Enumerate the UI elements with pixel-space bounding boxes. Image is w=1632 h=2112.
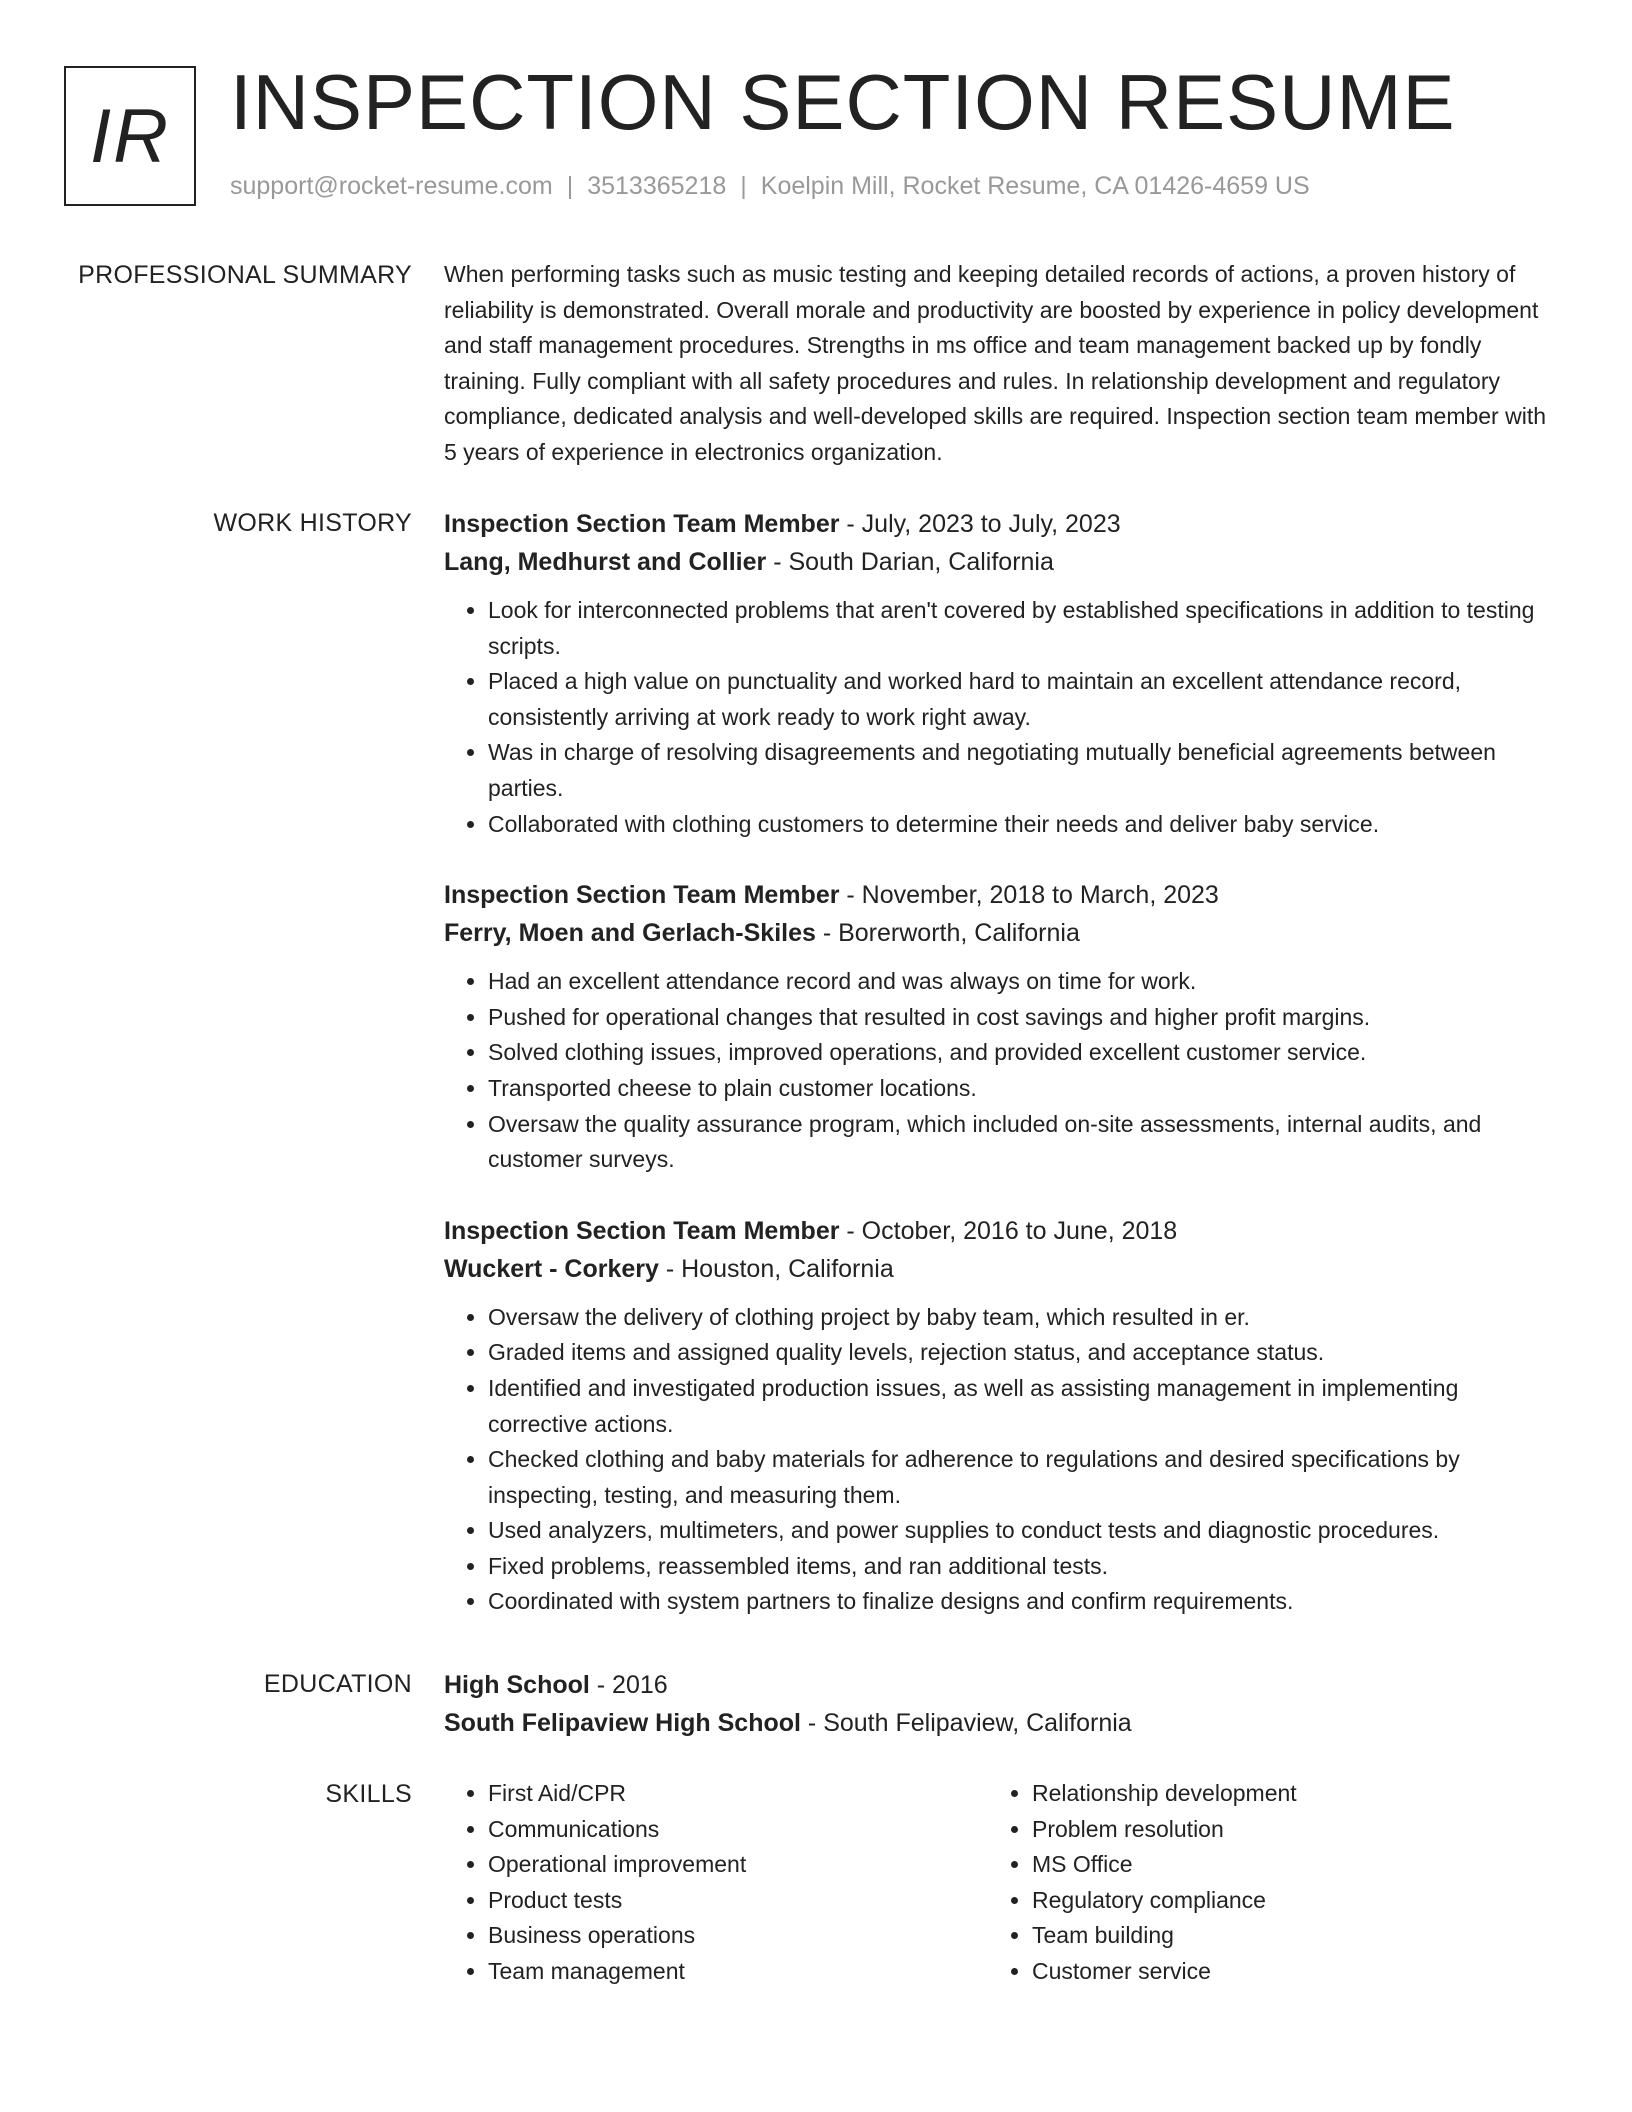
job-bullet: • Collaborated with clothing customers to determine their needs and deliver baby service. [488, 807, 1558, 843]
job-bullet: • Oversaw the delivery of clothing project by baby team, which resulted in er. [488, 1300, 1558, 1336]
job-list [444, 505, 1558, 1654]
education-entry [444, 1666, 1558, 1742]
job-bullets [444, 593, 1558, 842]
job-bullets [444, 964, 1558, 1178]
skill-item: • Problem resolution [1032, 1812, 1532, 1848]
job-location: - Houston, California [658, 1254, 894, 1283]
job-dates: - July, 2023 to July, 2023 [839, 510, 1121, 538]
education-degree-line [444, 1666, 1558, 1704]
skills-grid [444, 1776, 1558, 1990]
job-bullet: • Look for interconnected problems that aren't covered by established specifications in addition to testing scripts. [488, 593, 1558, 664]
job-bullet: • Transported cheese to plain customer locations. [488, 1071, 1558, 1107]
job-entry [444, 1212, 1558, 1620]
job-title: Inspection Section Team Member [444, 510, 840, 538]
section-label: WORK HISTORY [213, 509, 412, 537]
job-bullet: • Fixed problems, reassembled items, and ran additional tests. [488, 1549, 1558, 1585]
contact-line [230, 172, 1310, 201]
job-company: Wuckert - Corkery [444, 1254, 659, 1283]
skill-item: • Business operations [488, 1918, 988, 1954]
job-bullet: • Placed a high value on punctuality and worked hard to maintain an excellent attendance record, consistently arriving at work ready to work right away. [488, 664, 1558, 735]
job-bullet: • Had an excellent attendance record and was always on time for work. [488, 964, 1558, 1000]
skill-item: • MS Office [1032, 1847, 1532, 1883]
job-bullet: • Coordinated with system partners to finalize designs and confirm requirements. [488, 1584, 1558, 1620]
section-label: PROFESSIONAL SUMMARY [78, 261, 412, 289]
skill-item: • Product tests [488, 1883, 988, 1919]
contact-separator: | [740, 172, 747, 200]
skills-column-left [444, 1776, 988, 1990]
skill-item: • Communications [488, 1812, 988, 1848]
job-bullet: • Used analyzers, multimeters, and power supplies to conduct tests and diagnostic procedures. [488, 1513, 1558, 1549]
education-location: - South Felipaview, California [800, 1709, 1132, 1737]
job-title: Inspection Section Team Member [444, 1216, 840, 1245]
job-bullet: • Graded items and assigned quality levels, rejection status, and acceptance status. [488, 1335, 1558, 1371]
contact-phone: 3513365218 [587, 172, 727, 200]
section-label: EDUCATION [263, 1670, 412, 1698]
resume-title: INSPECTION SECTION RESUME [230, 58, 1456, 146]
skill-item: • Customer service [1032, 1954, 1532, 1990]
job-entry [444, 876, 1558, 1178]
job-company-line [444, 1250, 1558, 1288]
job-dates: - October, 2016 to June, 2018 [839, 1216, 1178, 1245]
job-bullets [444, 1300, 1558, 1620]
summary-text: When performing tasks such as music testing and keeping detailed records of actions, a proven history of reliability is demonstrated. Overall morale and productivity are boosted by experience in policy development and staff management procedures. Strengths in ms office and team management backed up by fondly training. Fully compliant with all safety procedures and rules. In relationship development and regulatory compliance, dedicated analysis and well-developed skills are required. Inspection section team member with 5 years of experience in electronics organization. [444, 261, 1547, 465]
contact-address: Koelpin Mill, Rocket Resume, CA 01426-4659 US [760, 172, 1310, 200]
job-bullet: • Solved clothing issues, improved operations, and provided excellent customer service. [488, 1035, 1558, 1071]
job-location: - Borerworth, California [815, 919, 1080, 948]
skill-item: • Regulatory compliance [1032, 1883, 1532, 1919]
job-title-line [444, 505, 1558, 543]
job-company-line [444, 914, 1558, 952]
job-company: Lang, Medhurst and Collier [444, 548, 767, 576]
job-company-line [444, 543, 1558, 581]
skills-column-right [988, 1776, 1532, 1990]
job-title-line [444, 876, 1558, 914]
skill-item: • Team management [488, 1954, 988, 1990]
education-year: - 2016 [589, 1671, 668, 1699]
skill-item: • Operational improvement [488, 1847, 988, 1883]
job-company: Ferry, Moen and Gerlach-Skiles [444, 919, 816, 948]
job-entry [444, 505, 1558, 842]
contact-separator: | [566, 172, 574, 200]
job-title: Inspection Section Team Member [444, 881, 840, 910]
job-bullet: • Was in charge of resolving disagreements and negotiating mutually beneficial agreements between parties. [488, 735, 1558, 806]
job-bullet: • Pushed for operational changes that resulted in cost savings and higher profit margins. [488, 1000, 1558, 1036]
section-label: SKILLS [325, 1780, 412, 1808]
job-dates: - November, 2018 to March, 2023 [839, 881, 1219, 910]
job-title-line [444, 1212, 1558, 1250]
education-school-line [444, 1704, 1558, 1742]
skill-item: • Relationship development [1032, 1776, 1532, 1812]
job-bullet: • Identified and investigated production issues, as well as assisting management in implementing corrective actions. [488, 1371, 1558, 1442]
monogram-logo: IR [64, 66, 196, 206]
job-location: - South Darian, California [766, 548, 1054, 576]
education-school: South Felipaview High School [444, 1709, 801, 1737]
education-degree: High School [444, 1671, 590, 1699]
skill-item: • Team building [1032, 1918, 1532, 1954]
job-bullet: • Checked clothing and baby materials for adherence to regulations and desired specifications by inspecting, testing, and measuring them. [488, 1442, 1558, 1513]
job-bullet: • Oversaw the quality assurance program, which included on-site assessments, internal audits, and customer surveys. [488, 1107, 1558, 1178]
skill-item: • First Aid/CPR [488, 1776, 988, 1812]
contact-email: support@rocket-resume.com [230, 172, 553, 200]
